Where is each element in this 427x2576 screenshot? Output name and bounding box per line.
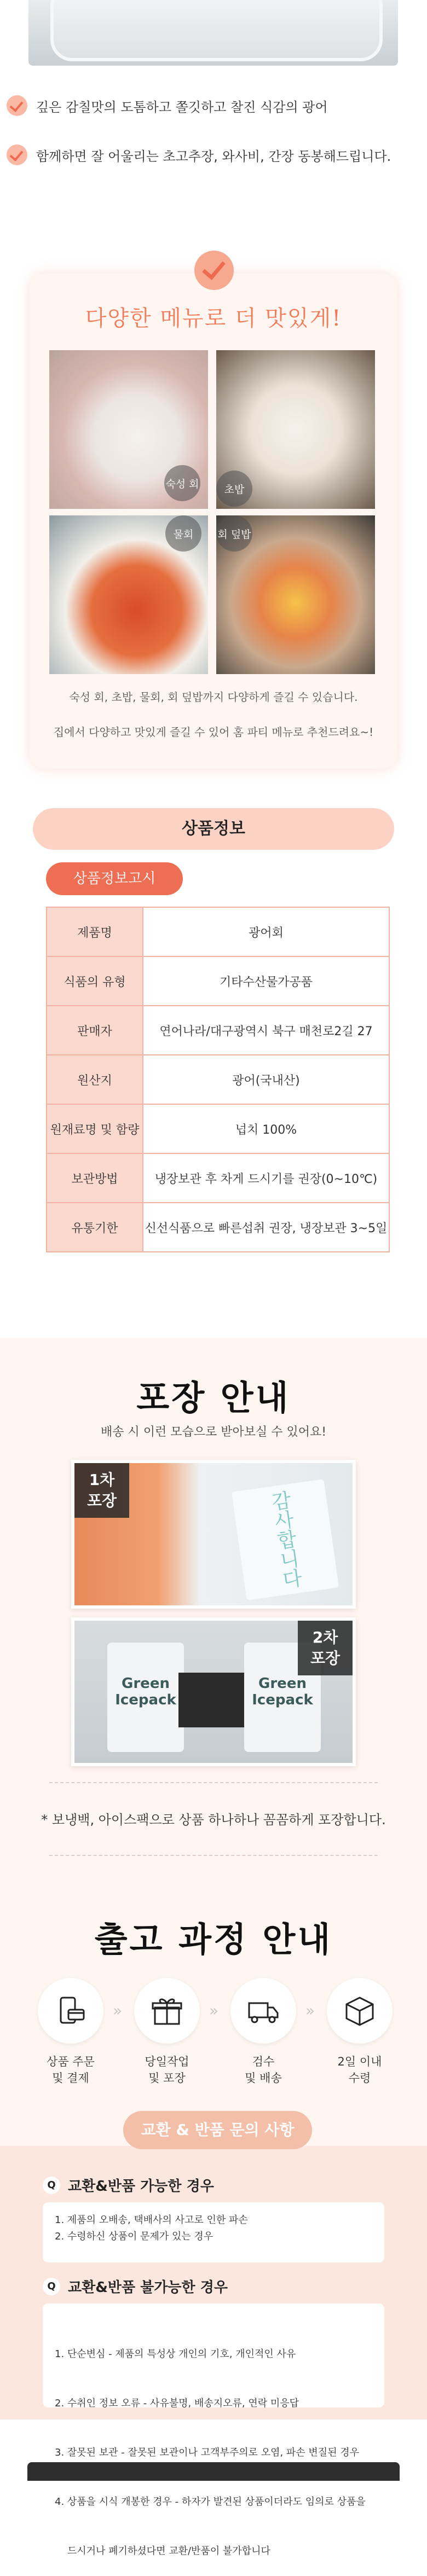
- step-label: 상품 주문 및 결제: [47, 2055, 95, 2085]
- table-row: [47, 1153, 389, 1203]
- table-row: [47, 956, 389, 1006]
- photo-mulhoe: [49, 515, 208, 674]
- table-value: 광어회: [143, 907, 389, 956]
- gift-box-icon: [149, 1993, 184, 2028]
- table-row: [47, 1006, 389, 1055]
- menu-desc: 숙성 회, 초밥, 물회, 회 덮밥까지 다양하게 즐길 수 있습니다.: [69, 691, 358, 704]
- table-key: 식품의 유형: [47, 956, 143, 1006]
- exchange-impossible-title: [43, 2276, 228, 2296]
- table-row: [47, 907, 389, 956]
- exchange-possible-box: [43, 2202, 384, 2262]
- packaging-tag: 2차 포장: [298, 1621, 353, 1675]
- photo-label: 숙성 회: [164, 465, 200, 501]
- table-value: 냉장보관 후 차게 드시기를 권장(0~10℃): [143, 1153, 389, 1203]
- exchange-impossible-box: [43, 2304, 384, 2557]
- table-key: 원재료명 및 함량: [47, 1104, 143, 1153]
- thank-you-bag: 감사합니다: [232, 1479, 339, 1600]
- feature-text: 깊은 감칠맛의 도톰하고 쫄깃하고 찰진 식감의 광어: [36, 99, 328, 115]
- photo-hoedeopbap: [216, 515, 375, 674]
- chevron-right-icon: »: [209, 2001, 219, 2020]
- table-value: 신선식품으로 빠른섭취 권장, 냉장보관 3~5일: [143, 1203, 389, 1252]
- question-icon: Q: [43, 2278, 60, 2295]
- table-key: 판매자: [47, 1006, 143, 1055]
- table-value: 광어(국내산): [143, 1055, 389, 1104]
- chevron-right-icon: »: [305, 2001, 315, 2020]
- photo-label: 회 덮밥: [216, 515, 252, 552]
- step-label: 당일작업 및 포장: [145, 2055, 189, 2085]
- table-value: 기타수산물가공품: [143, 956, 389, 1006]
- check-icon: [7, 95, 27, 116]
- step-delivery: [222, 1978, 304, 2086]
- bottom-banner: [27, 2462, 400, 2481]
- menu-title: 다양한 메뉴로 더 맛있게!: [85, 306, 342, 331]
- step-receive: [319, 1978, 401, 2086]
- step-label: 검수 및 배송: [245, 2055, 282, 2085]
- list-item: 2. 수령하신 상품이 문제가 있는 경우: [55, 2231, 214, 2242]
- icepack: Green Icepack: [244, 1643, 321, 1752]
- photo-sashimi: [49, 350, 208, 509]
- exchange-heading: 교환 & 반품 문의 사항: [123, 2111, 312, 2149]
- feature-item: [7, 95, 328, 116]
- table-row: [47, 1104, 389, 1153]
- photo-label: 물회: [165, 515, 201, 552]
- chevron-right-icon: »: [113, 2001, 123, 2020]
- step-packing: [126, 1978, 208, 2086]
- product-info-heading: 상품정보: [33, 808, 394, 850]
- table-row: [47, 1203, 389, 1252]
- divider: [49, 1855, 378, 1856]
- check-icon: [7, 144, 27, 165]
- table-key: 제품명: [47, 907, 143, 956]
- icepack: Green Icepack: [107, 1643, 184, 1752]
- phone-card-icon: [53, 1993, 88, 2028]
- photo-sushi: [216, 350, 375, 509]
- product-info-chip: 상품정보고시: [46, 862, 183, 895]
- first-packaging-image: [71, 1460, 356, 1609]
- packaging-tag: 1차 포장: [74, 1463, 129, 1518]
- table-row: [47, 1055, 389, 1104]
- section-label: 교환&반품 불가능한 경우: [68, 2279, 228, 2296]
- shipping-title: 출고 과정 안내: [94, 1919, 333, 1959]
- list-item: 1. 제품의 오배송, 택배사의 사고로 인한 파손: [55, 2214, 248, 2226]
- product-info-table: [46, 907, 390, 1252]
- table-key: 원산지: [47, 1055, 143, 1104]
- table-value: 연어나라/대구광역시 북구 매천로2길 27: [143, 1006, 389, 1055]
- product-image: [28, 0, 398, 66]
- list-item: 2. 수취인 정보 오류 - 사유불명, 배송지오류, 연락 미응답: [55, 2398, 299, 2409]
- list-item: 3. 잘못된 보관 - 잘못된 보관이나 고객부주의로 오염, 파손 변질된 경우: [55, 2447, 360, 2458]
- feature-text: 함께하면 잘 어울리는 초고추장, 와사비, 간장 동봉해드립니다.: [36, 148, 391, 164]
- delivery-truck-icon: [246, 1993, 281, 2028]
- vacuum-pack: [178, 1673, 244, 1727]
- table-key: 유통기한: [47, 1203, 143, 1252]
- feature-item: [7, 144, 391, 165]
- package-box-icon: [342, 1993, 377, 2028]
- list-item: 1. 단순변심 - 제품의 특성상 개인의 기호, 개인적인 사유: [55, 2348, 296, 2360]
- packaging-note: * 보냉백, 아이스팩으로 상품 하나하나 꼼꼼하게 포장합니다.: [41, 1812, 386, 1827]
- menu-desc: 집에서 다양하고 맛있게 즐길 수 있어 홈 파티 메뉴로 추천드려요~!: [53, 726, 374, 739]
- check-icon: [194, 251, 234, 290]
- section-label: 교환&반품 가능한 경우: [68, 2178, 214, 2195]
- table-key: 보관방법: [47, 1153, 143, 1203]
- step-order: [30, 1978, 112, 2086]
- divider: [49, 1782, 378, 1783]
- list-item: 드시거나 폐기하셨다면 교환/반품이 불가합니다: [55, 2545, 270, 2557]
- question-icon: Q: [43, 2177, 60, 2194]
- table-value: 넙치 100%: [143, 1104, 389, 1153]
- packaging-title: 포장 안내: [136, 1378, 291, 1418]
- second-packaging-image: [71, 1617, 356, 1766]
- list-item: 4. 상품을 시식 개봉한 경우 - 하자가 발견된 상품이더라도 임의로 상품을: [55, 2496, 366, 2508]
- exchange-possible-title: [43, 2175, 214, 2195]
- step-label: 2일 이내 수령: [337, 2055, 382, 2085]
- packaging-subtitle: 배송 시 이런 모습으로 받아보실 수 있어요!: [100, 1425, 327, 1439]
- photo-label: 초밥: [216, 471, 252, 507]
